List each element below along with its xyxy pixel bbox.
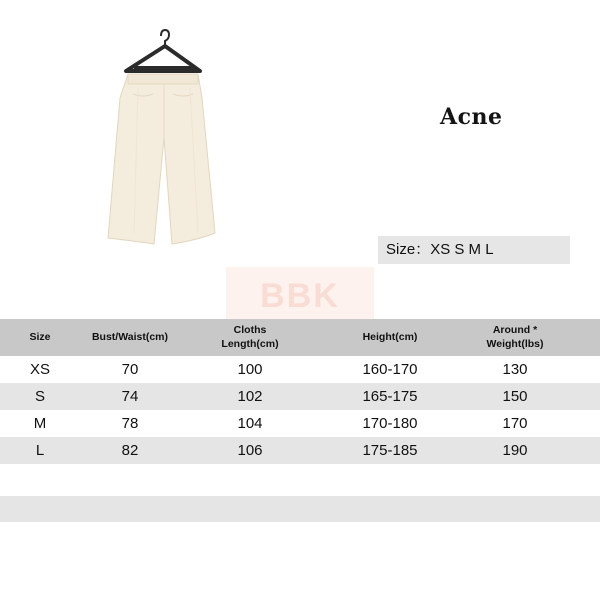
trousers-illustration [98,28,228,253]
header-size: Size [29,330,51,343]
header-weight: Around * Weight(lbs) [486,323,544,350]
size-chart-table [0,319,600,464]
cell-bust-waist: 74 [121,388,139,405]
cell-weight: 170 [502,415,528,432]
product-image [98,28,228,253]
cell-height: 160-170 [362,361,418,378]
size-list: XS S M L [430,241,494,258]
header-cloths-length: Cloths Length(cm) [221,323,279,350]
cell-weight: 150 [502,388,528,405]
cell-length: 100 [237,361,263,378]
table-row [0,356,600,383]
cell-length: 102 [237,388,263,405]
cell-weight: 190 [502,442,528,459]
size-label: Size： [386,241,431,258]
cell-height: 165-175 [362,388,418,405]
table-row [0,410,600,437]
cell-weight: 130 [502,361,528,378]
cell-length: 104 [237,415,263,432]
watermark: BBK [226,267,374,323]
cell-bust-waist: 78 [121,415,139,432]
cell-size: M [33,415,47,432]
cell-bust-waist: 70 [121,361,139,378]
cell-height: 175-185 [362,442,418,459]
header-height: Height(cm) [362,330,418,343]
size-summary [378,236,570,264]
brand-logo: Acne [440,104,503,130]
header-bust-waist: Bust/Waist(cm) [91,330,169,343]
cell-length: 106 [237,442,263,459]
trousers-icon [108,74,215,244]
cell-size: XS [29,361,50,378]
cell-bust-waist: 82 [121,442,139,459]
table-row [0,437,600,464]
table-header [0,319,600,356]
cell-size: S [34,388,45,405]
hanger-icon [126,30,200,71]
table-row [0,383,600,410]
cell-size: L [35,442,45,459]
footer-bar [0,496,600,522]
cell-height: 170-180 [362,415,418,432]
